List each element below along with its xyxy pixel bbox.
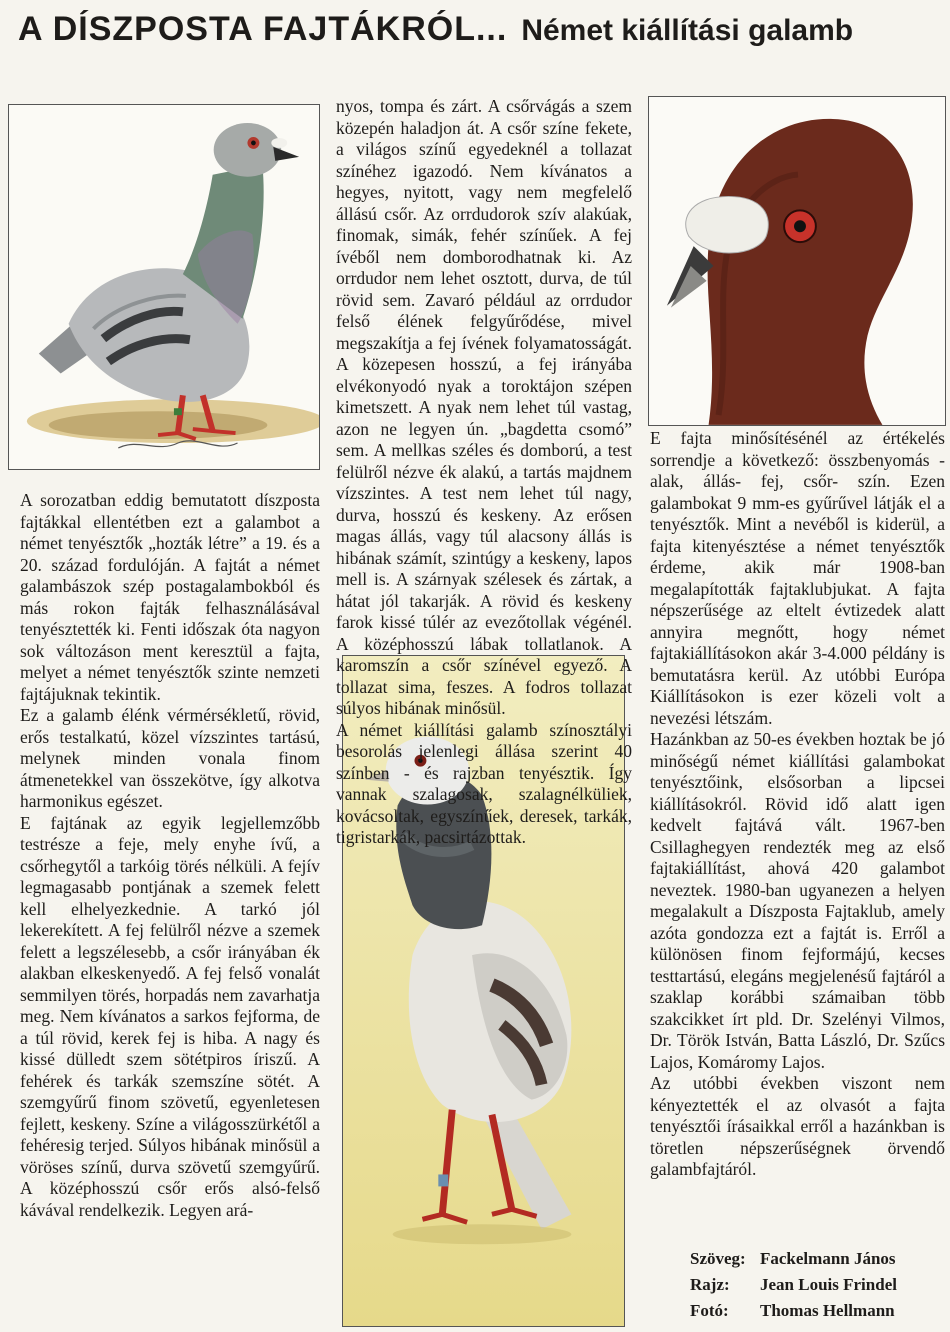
paragraph: Ez a galamb élénk vérmérsékletű, rövid, erős testalkatú, közel vízszintes tartású, melynek minden vonala finom átmenetekkel van összekötve, így alkotva harmonikus egészet. xyxy=(20,705,320,811)
credit-label: Fotó: xyxy=(690,1301,729,1320)
credit-row xyxy=(690,1272,948,1298)
paragraph: E fajta minősítésénél az értékelés sorrendje a következő: összbenyomás - alak, állás- fej, csőr- szín. Ezen galambokat 9 mm-es gyűrűvel látják el a tenyésztők. Mint a nevéből is kiderül, a fajta kitenyésztése a német tenyésztők érdeme, akik már 1908-ban megalapították fajtaklubjukat. A fajta népszerűsége az eltelt évtizedek alatt annyira megnőtt, hogy német fajtakiállításokon akár 3-4.000 példány is bemutatásra kerül. Az utóbbi Európa Kiállításokon is ezer közeli volt a nevezési létszám. xyxy=(650,428,945,728)
paragraph: Az utóbbi években viszont nem kényeztették el az olvasót a fajta tenyésztői írásaikkal erről a hazánkban is töretlen népszerűségnek örvendő galambfajtáról. xyxy=(650,1073,945,1179)
paragraph: E fajtának az egyik legjellemzőbb testrésze a feje, mely enyhe ívű, a csőrhegytől a tarkóig törés nélküli. A fejív legmagasabb pontjának a szemek felett kell elhelyezkednie. A tarkó jól lekerekített. A fej felülről nézve a szemek felett a legszélesebb, a csőr irányában ék alakban elkeskenyedő. A fej felső vonalát semmilyen törés, horpadás nem zavarhatja meg. Nem kívánatos a sarkos fejforma, de a túl rövid, kerek fej is hiba. A nagy és kissé dülledt szem sötétpiros íriszű. A fehérek és tarkák szemszíne sötét. A szemgyűrű finom szövetű, egyenletesen fejlett, keskeny. Színe a világosszürkétől a fehéresig terjed. Súlyos hibának minősül a vöröses színű, durva szövetű szemgyűrű. A középhosszú csőr erős alsó-felső kávával rendelkezik. Legyen ará- xyxy=(20,812,320,1220)
text-column-2 xyxy=(336,96,632,849)
title-sub: Német kiállítási galamb xyxy=(521,14,854,47)
text-column-3 xyxy=(650,428,945,1181)
text-column-1 xyxy=(20,490,320,1221)
title-main: A DÍSZPOSTA FAJTÁKRÓL... xyxy=(18,10,508,48)
paragraph: Hazánkban az 50-es években hoztak be jó minőségű német kiállítási galambokat tenyésztőink, elsősorban a lipcsei kiállításokról. Rövid idő alatt igen kedvelt fajtává vált. 1967-ben Csillaghegyen rendezték meg az első fajtakiállítást, ahová 420 galambot neveztek. 1980-ban ugyanezen a helyen megalakult a Díszposta Fajtaklub, amely azóta gondozza ezt a fajtát is. Erről a különösen finom fejformájú, kecses testtartású, elegáns megjelenésű fajtáról a szaklap korábbi számaiban több szakcikket írt pld. Dr. Szelényi Vilmos, Dr. Török István, Batta László, Dr. Szűcs Lajos, Komáromy Lajos. xyxy=(650,729,945,1072)
article-title xyxy=(18,10,938,70)
credit-row xyxy=(690,1298,948,1324)
paragraph: A német kiállítási galamb színosztályi besorolás jelenlegi állása szerint 40 színben - és rajzban tenyésztik. Így vannak szalagosak, szalagnélküliek, kovácsoltak, egyszínűek, deresek, tarkák, tigristarkák, pacsirtázottak. xyxy=(336,719,632,847)
pigeon-head-figure xyxy=(648,96,946,426)
pigeon-drawing-icon xyxy=(9,105,319,469)
credit-row xyxy=(690,1246,948,1272)
paragraph: nyos, tompa és zárt. A csőrvágás a szem közepén haladjon át. A csőr színe fekete, a világos színű egyedeknél a tollazat színéhez igazodó. Nem kívánatos a hegyes, nyitott, vagy nem megfelelő állású csőr. Az orrdudorok szív alakúak, finomak, simák, fehér színűek. A fej ívéből nem domborodhatnak ki. Az orrdudor nem lehet osztott, durva, de túl rövid sem. Zavaró például az orrdudor felső élének felgyűrődése, mivel megszakítja a fej ívének folyamatosságát. A közepesen hosszú, a fej irányába elvékonyodó nyak a toroktájon szépen kimetszett. A nyak nem lehet túl vastag, azon ne legyen ún. „bagdetta csomó” sem. A mellkas széles és domború, a test felülről nézve ék alakú, a tartás majdnem vízszintes. A test nem lehet túl nagy, durva, hosszú és keskeny. Az erősen magas állás, vagy túl alacsony állás is hibának számít, szintúgy a keskeny, lapos mell is. A szárnyak szélesek és zártak, a hátat jól takarják. A rövid és keskeny farok kissé túlér az evezőtollak végénél. A középhosszú lábak tollatlanok. A karomszín a csőr színével egyező. A tollazat sima, feszes. A fodros tollazat súlyos hibának minősül. xyxy=(336,96,632,718)
paragraph: A sorozatban eddig bemutatott díszposta fajtákkal ellentétben ezt a galambot a német tenyésztők „hozták létre” a 19. és a 20. század fordulóján. A fajtát a német galambászok szép postagalambokból és más rokon fajták felhasználásával tenyésztették ki. Fenti időszak óta nagyon sok változáson ment keresztül a fajta, melyet a német tenyésztők szinte nemzeti fajtájuknak tekintik. xyxy=(20,490,320,704)
credit-label: Rajz: xyxy=(690,1275,730,1294)
pigeon-drawing-figure xyxy=(8,104,320,470)
credit-name: Fackelmann János xyxy=(760,1249,896,1268)
credit-name: Thomas Hellmann xyxy=(760,1301,895,1320)
credit-name: Jean Louis Frindel xyxy=(760,1275,897,1294)
article-credits xyxy=(690,1246,948,1324)
pigeon-head-drawing-icon xyxy=(649,97,945,425)
credit-label: Szöveg: xyxy=(690,1249,746,1268)
